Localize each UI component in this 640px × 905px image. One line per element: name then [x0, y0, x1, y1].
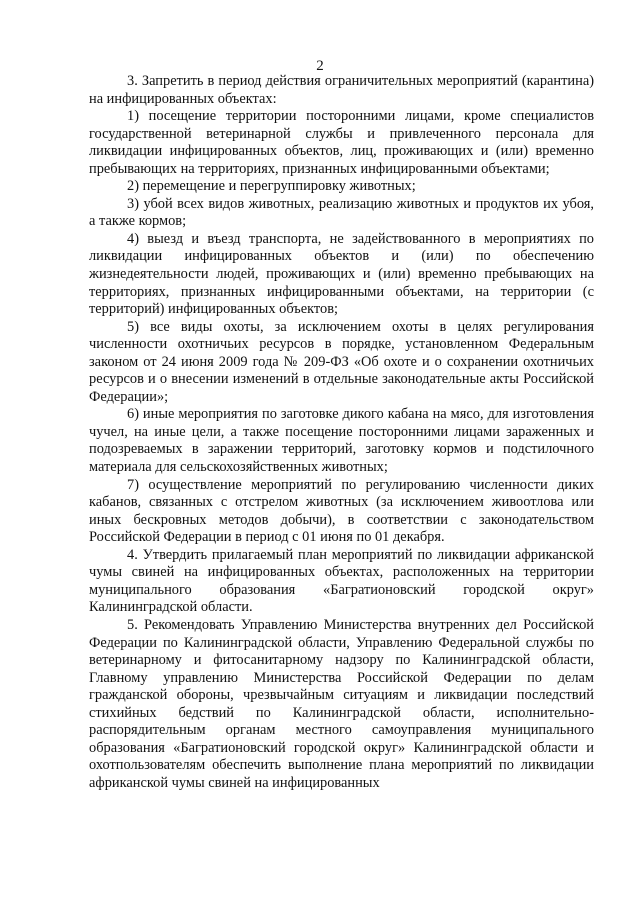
paragraph-3-7-population: 7) осуществление мероприятий по регулированию численности диких кабанов, связанных с отстрелом животных (за исключением живоотлова или иных бескровных методов добычи), в соответствии с законодательством Российской Федерации в период с 01 июня по 01 декабря.	[89, 476, 594, 546]
page-number: 2	[316, 58, 324, 74]
paragraph-3-2-movement: 2) перемещение и перегруппировку животных;	[127, 178, 416, 195]
document-body	[89, 73, 594, 792]
paragraph-3-prohibit: 3. Запретить в период действия ограничительных мероприятий (карантина) на инфицированных объектах:	[89, 73, 594, 107]
paragraph-3-3-slaughter: 3) убой всех видов животных, реализацию животных и продуктов их убоя, а также кормов;	[89, 195, 594, 230]
paragraph-5-recommend: 5. Рекомендовать Управлению Министерства внутренних дел Российской Федерации по Калининградской области, Управлению Федеральной службы по ветеринарному и фитосанитарному надзору по Калининградской области, Главному управлению Министерства Российской Федерации по делам гражданской обороны, чрезвычайным ситуациям и ликвидации последствий стихийных бедствий по Калининградской области, исполнительно-распорядительным органам местного самоуправления муниципального образования «Багратионовский городской округ» Калининградской области и охотпользователям обеспечить выполнение плана мероприятий по ликвидации африканской чумы свиней на инфицированных	[89, 616, 594, 791]
paragraph-3-1-visits: 1) посещение территории посторонними лицами, кроме специалистов государственной ветеринарной службы и привлеченного персонала для ликвидации инфицированных объектов, лиц, проживающих и (или) временно пребывающих на территориях, признанных инфицированными объектами;	[89, 108, 594, 177]
paragraph-3-4-transport: 4) выезд и въезд транспорта, не задействованного в мероприятиях по ликвидации инфицированных объектов и (или) по обеспечению жизнедеятельности людей, проживающих и (или) временно пребывающих на территориях, признанных инфицированными объектами, на территории (с территорий) инфицированных объектов;	[89, 230, 594, 318]
paragraph-3-6-boar: 6) иные мероприятия по заготовке дикого кабана на мясо, для изготовления чучел, на иные цели, а также посещение посторонними лицами зараженных и подозреваемых в заражении территорий, заготовку кормов и подстилочного материала для сельскохозяйственных животных;	[89, 406, 594, 476]
paragraph-4-approve: 4. Утвердить прилагаемый план мероприятий по ликвидации африканской чумы свиней на инфицированных объектах, расположенных на территории муниципального образования «Багратионовский городской округ» Калининградской области.	[89, 546, 594, 616]
paragraph-3-5-hunting: 5) все виды охоты, за исключением охоты в целях регулирования численности охотничьих ресурсов в порядке, установленном Федеральным законом от 24 июня 2009 года № 209-ФЗ «Об охоте и о сохранении охотничьих ресурсов и о внесении изменений в отдельные законодательные акты Российской Федерации»;	[89, 318, 594, 405]
